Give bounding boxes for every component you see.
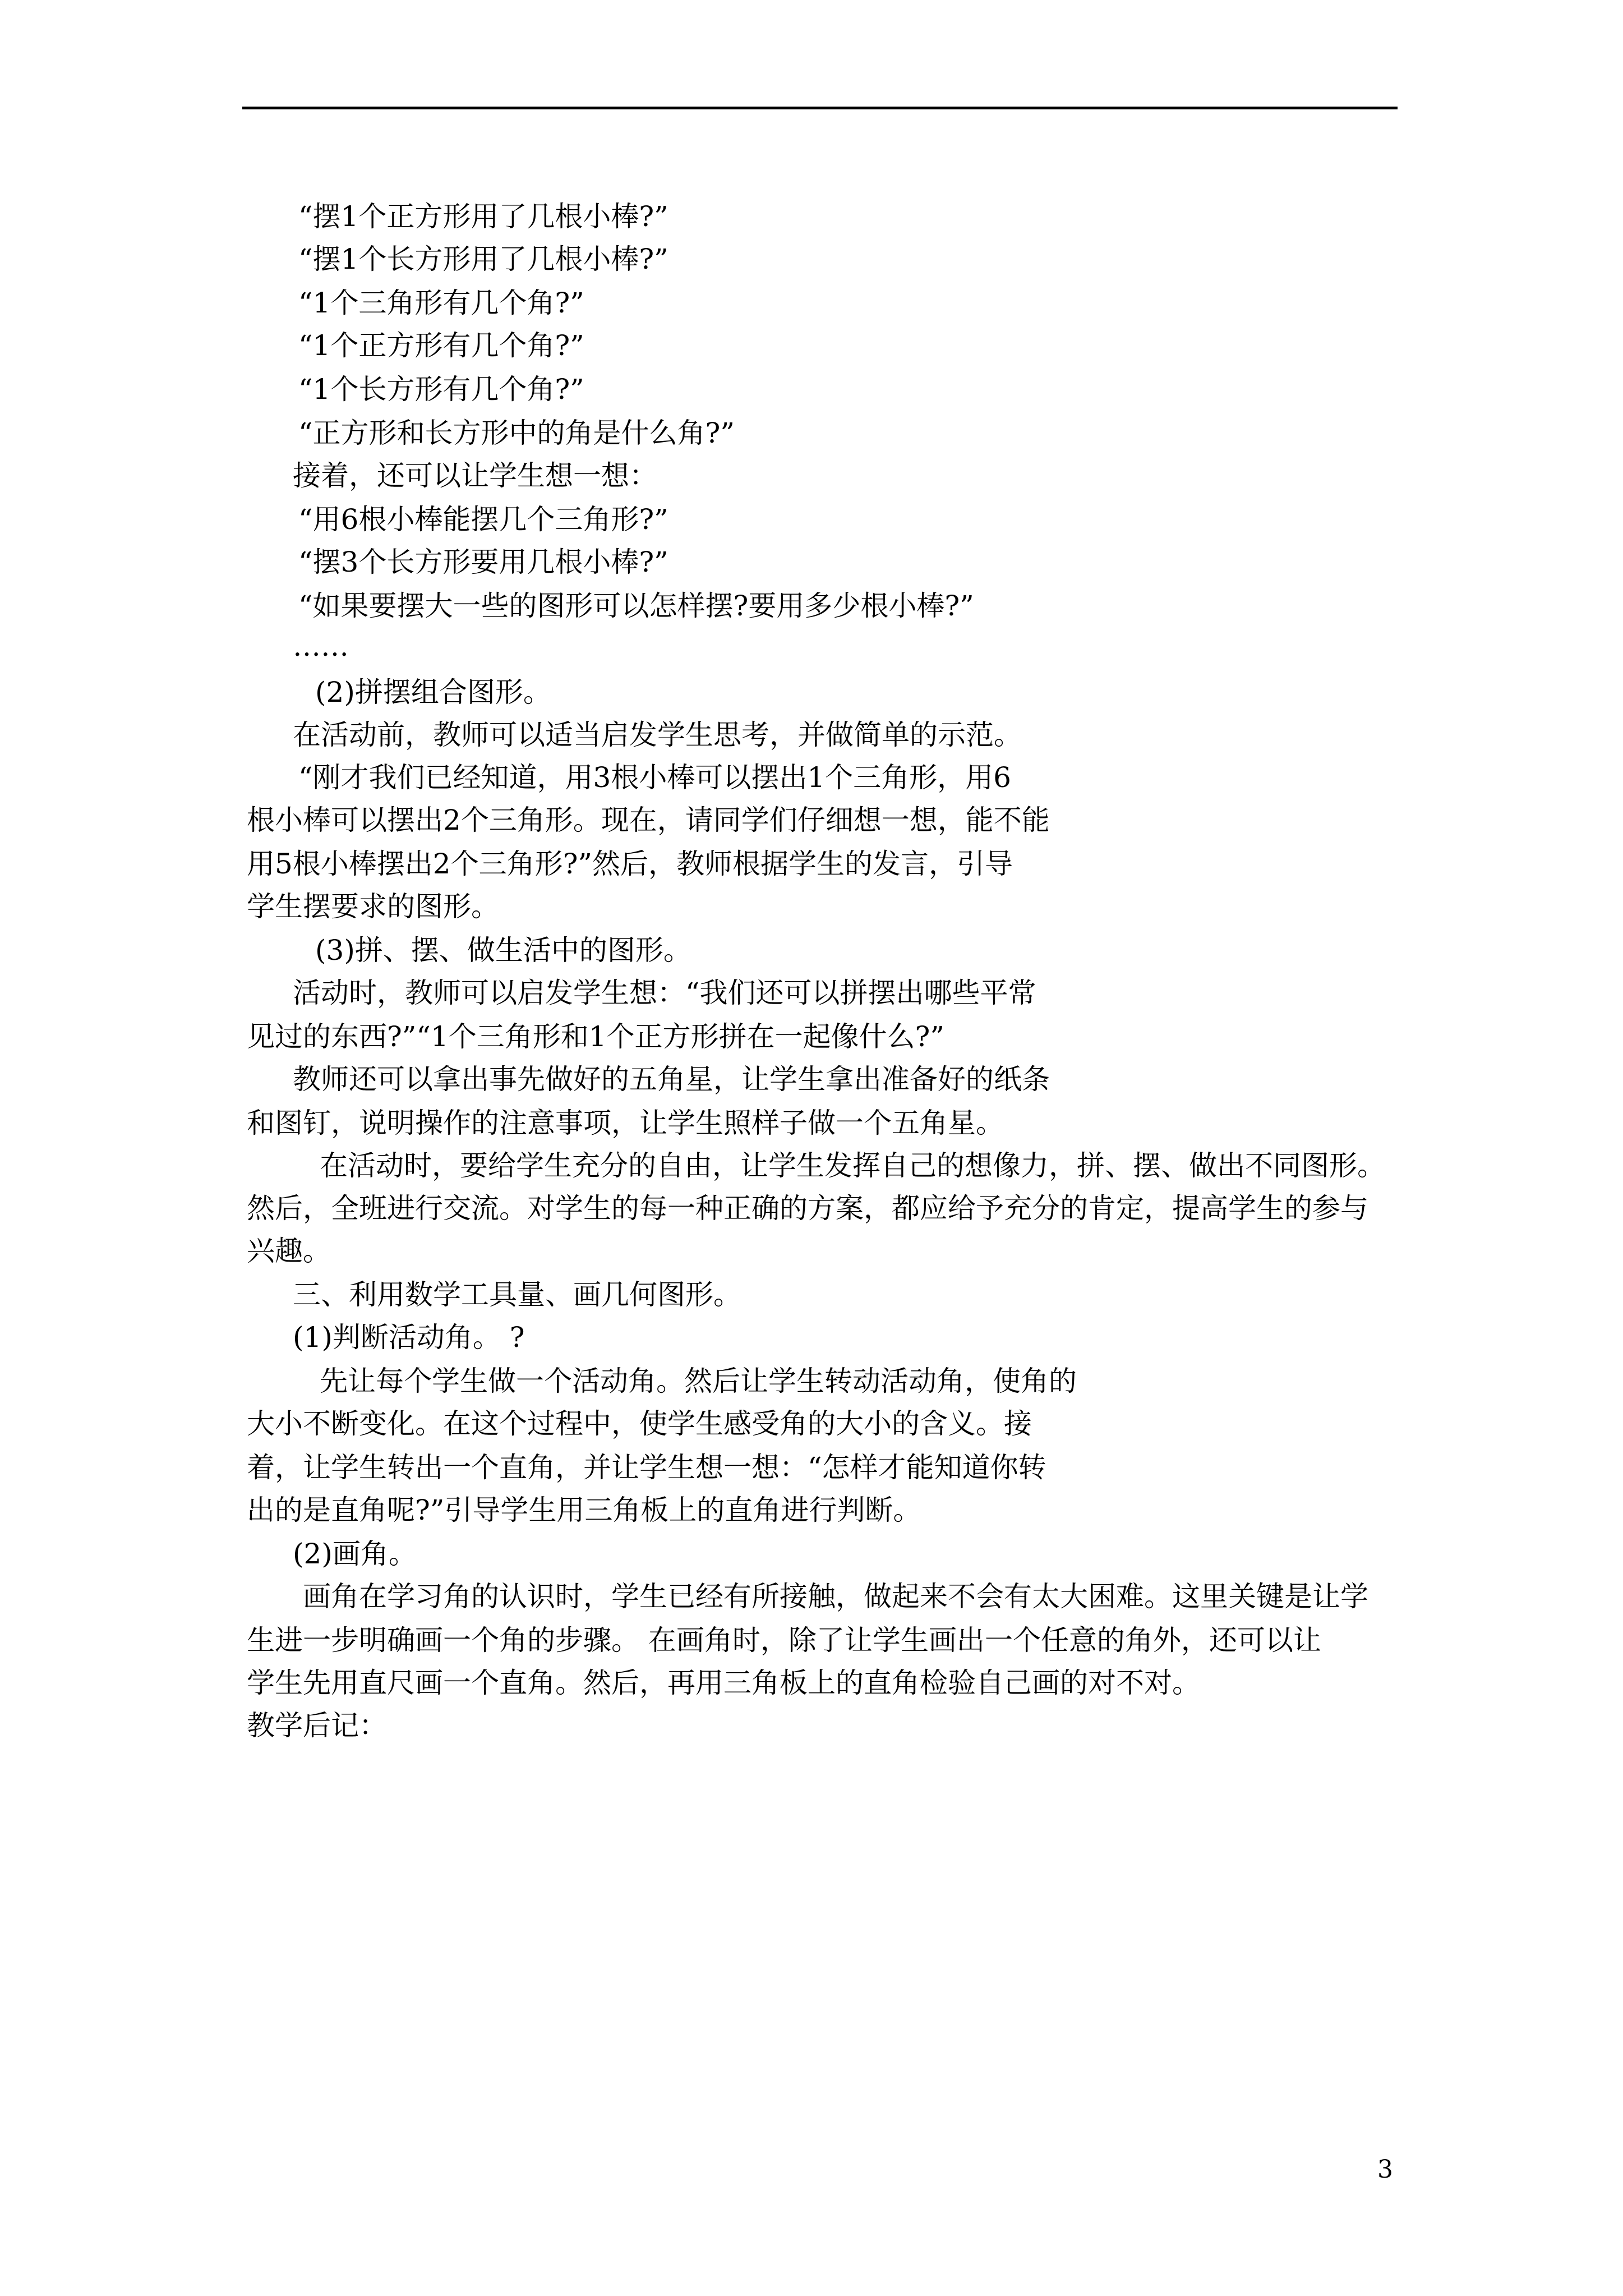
text-line: (2)拼摆组合图形。 — [315, 676, 551, 708]
text-line: 画角在学习角的认识时，学生已经有所接触，做起来不会有太大困难。这里关键是让学 — [303, 1580, 1368, 1613]
text-line: “摆3个长方形要用几根小棒?” — [298, 546, 668, 578]
text-line: 然后，全班进行交流。对学生的每一种正确的方案，都应给予充分的肯定，提高学生的参与 — [247, 1192, 1368, 1225]
text-line: 大小不断变化。在这个过程中，使学生感受角的大小的含义。接 — [247, 1407, 1032, 1440]
text-line: “摆1个正方形用了几根小棒?” — [298, 200, 668, 233]
text-line: 学生摆要求的图形。 — [247, 890, 499, 923]
header-rule — [242, 107, 1398, 109]
text-line: 三、利用数学工具量、画几何图形。 — [293, 1278, 741, 1311]
text-line: 着，让学生转出一个直角，并让学生想一想：“怎样才能知道你转 — [247, 1451, 1046, 1484]
text-line: 用5根小棒摆出2个三角形?”然后，教师根据学生的发言，引导 — [247, 848, 1013, 880]
text-line: …… — [293, 630, 349, 662]
text-line: 接着，还可以让学生想一想： — [293, 459, 657, 492]
text-line: “1个长方形有几个角?” — [298, 373, 584, 406]
text-line: 先让每个学生做一个活动角。然后让学生转动活动角，使角的 — [320, 1365, 1077, 1397]
text-line: “用6根小棒能摆几个三角形?” — [298, 503, 668, 536]
text-line: “正方形和长方形中的角是什么角?” — [298, 417, 735, 449]
text-line: 在活动时，要给学生充分的自由，让学生发挥自己的想像力，拼、摆、做出不同图形。 — [320, 1149, 1385, 1182]
text-line: 和图钉，说明操作的注意事项，让学生照样子做一个五角星。 — [247, 1107, 1004, 1139]
text-line: (1)判断活动角。 ? — [293, 1321, 525, 1354]
text-line: (3)拼、摆、做生活中的图形。 — [315, 934, 691, 967]
text-line: “1个三角形有几个角?” — [298, 287, 584, 319]
text-line: “刚才我们已经知道，用3根小棒可以摆出1个三角形，用6 — [298, 761, 1011, 794]
text-line: “1个正方形有几个角?” — [298, 329, 584, 362]
text-line: 出的是直角呢?”引导学生用三角板上的直角进行判断。 — [247, 1494, 921, 1526]
text-line: 见过的东西?”“1个三角形和1个正方形拼在一起像什么?” — [247, 1020, 944, 1053]
text-line: (2)画角。 — [293, 1538, 417, 1570]
text-line: 教学后记： — [247, 1709, 387, 1742]
page-number: 3 — [1377, 2155, 1393, 2184]
text-line: 生进一步明确画一个角的步骤。 在画角时，除了让学生画出一个任意的角外，还可以让 — [247, 1624, 1321, 1657]
text-line: “摆1个长方形用了几根小棒?” — [298, 243, 668, 275]
text-line: 兴趣。 — [247, 1235, 331, 1267]
text-line: 教师还可以拿出事先做好的五角星，让学生拿出准备好的纸条 — [293, 1063, 1050, 1096]
text-line: 根小棒可以摆出2个三角形。现在，请同学们仔细想一想，能不能 — [247, 804, 1050, 836]
text-line: 在活动前，教师可以适当启发学生思考，并做简单的示范。 — [293, 719, 1022, 751]
text-line: 学生先用直尺画一个直角。然后，再用三角板上的直角检验自己画的对不对。 — [247, 1667, 1200, 1699]
text-line: 活动时，教师可以启发学生想：“我们还可以拼摆出哪些平常 — [293, 977, 1036, 1009]
text-line: “如果要摆大一些的图形可以怎样摆?要用多少根小棒?” — [298, 590, 974, 622]
